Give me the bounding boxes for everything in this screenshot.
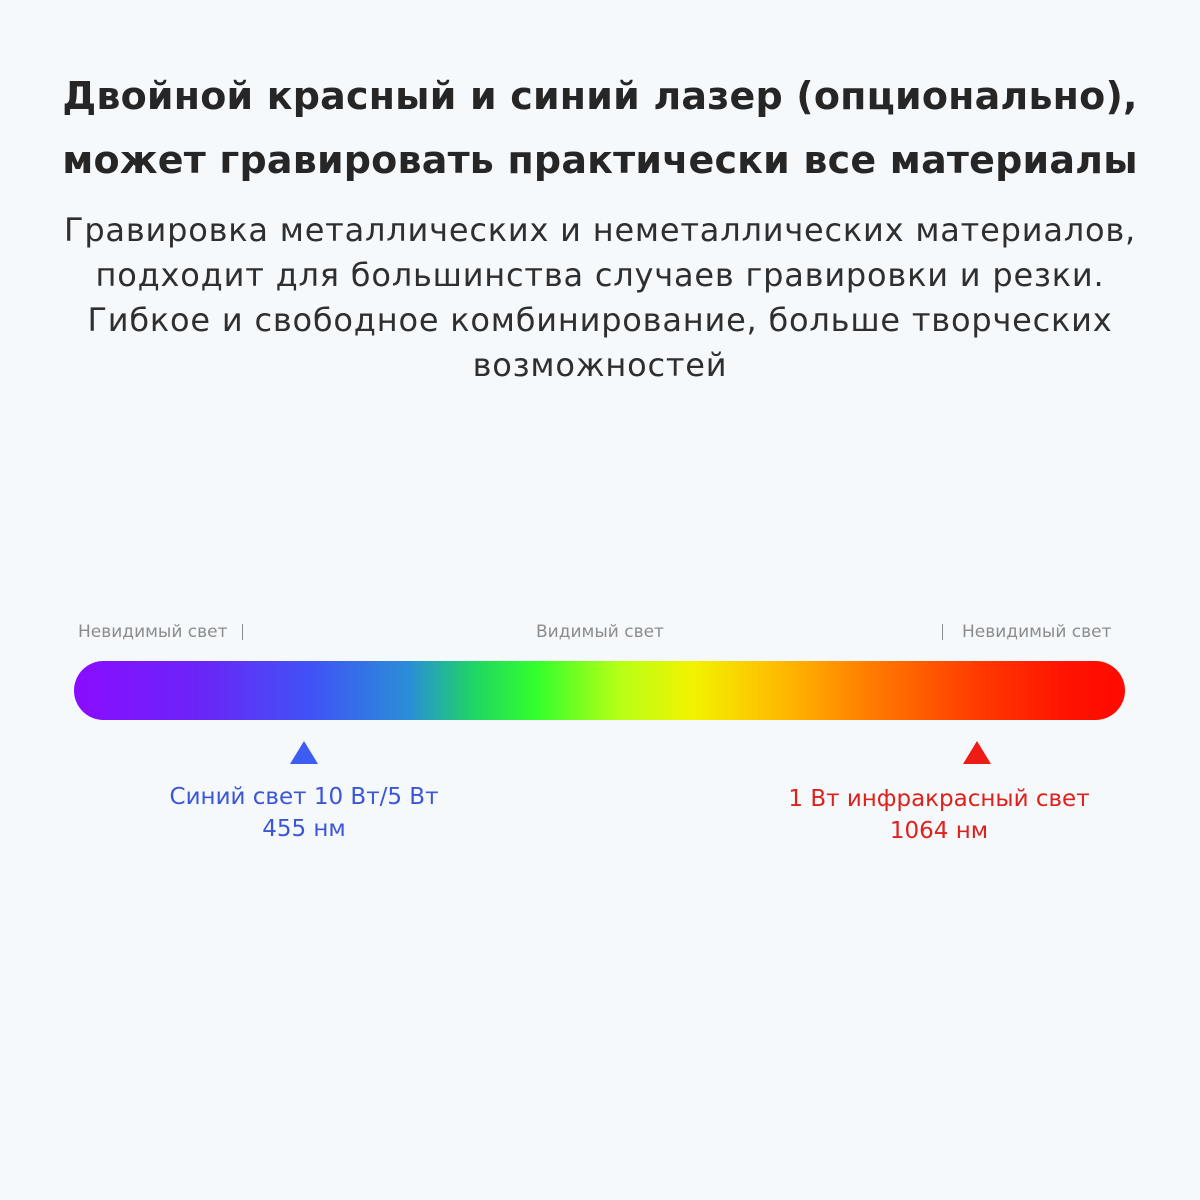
spectrum-gradient-bar (74, 661, 1125, 720)
description-line-2: подходит для большинства случаев гравировки и резки. (95, 256, 1105, 294)
page-title (0, 64, 1200, 192)
blue-laser-power: Синий свет 10 Вт/5 Вт (169, 784, 439, 810)
infrared-laser-power: 1 Вт инфракрасный свет (788, 786, 1090, 812)
title-line-1: Двойной красный и синий лазер (опционально), (62, 74, 1138, 118)
infrared-laser-wavelength: 1064 нм (889, 818, 989, 844)
visible-light-label: Видимый свет (536, 622, 664, 642)
band-divider-right (942, 624, 943, 640)
blue-laser-label (94, 781, 514, 845)
description-line-4: возможностей (472, 346, 728, 384)
infrared-laser-label (729, 783, 1149, 847)
description-line-3: Гибкое и свободное комбинирование, больше творческих (87, 301, 1113, 339)
blue-laser-marker-icon (290, 741, 318, 764)
description-line-1: Гравировка металлических и неметаллических материалов, (64, 211, 1136, 249)
blue-laser-wavelength: 455 нм (262, 816, 346, 842)
invisible-light-label-right: Невидимый свет (962, 622, 1112, 642)
infrared-laser-marker-icon (963, 741, 991, 764)
invisible-light-label-left: Невидимый свет (78, 622, 228, 642)
title-line-2: может гравировать практически все материалы (62, 138, 1138, 182)
page-description (0, 208, 1200, 388)
